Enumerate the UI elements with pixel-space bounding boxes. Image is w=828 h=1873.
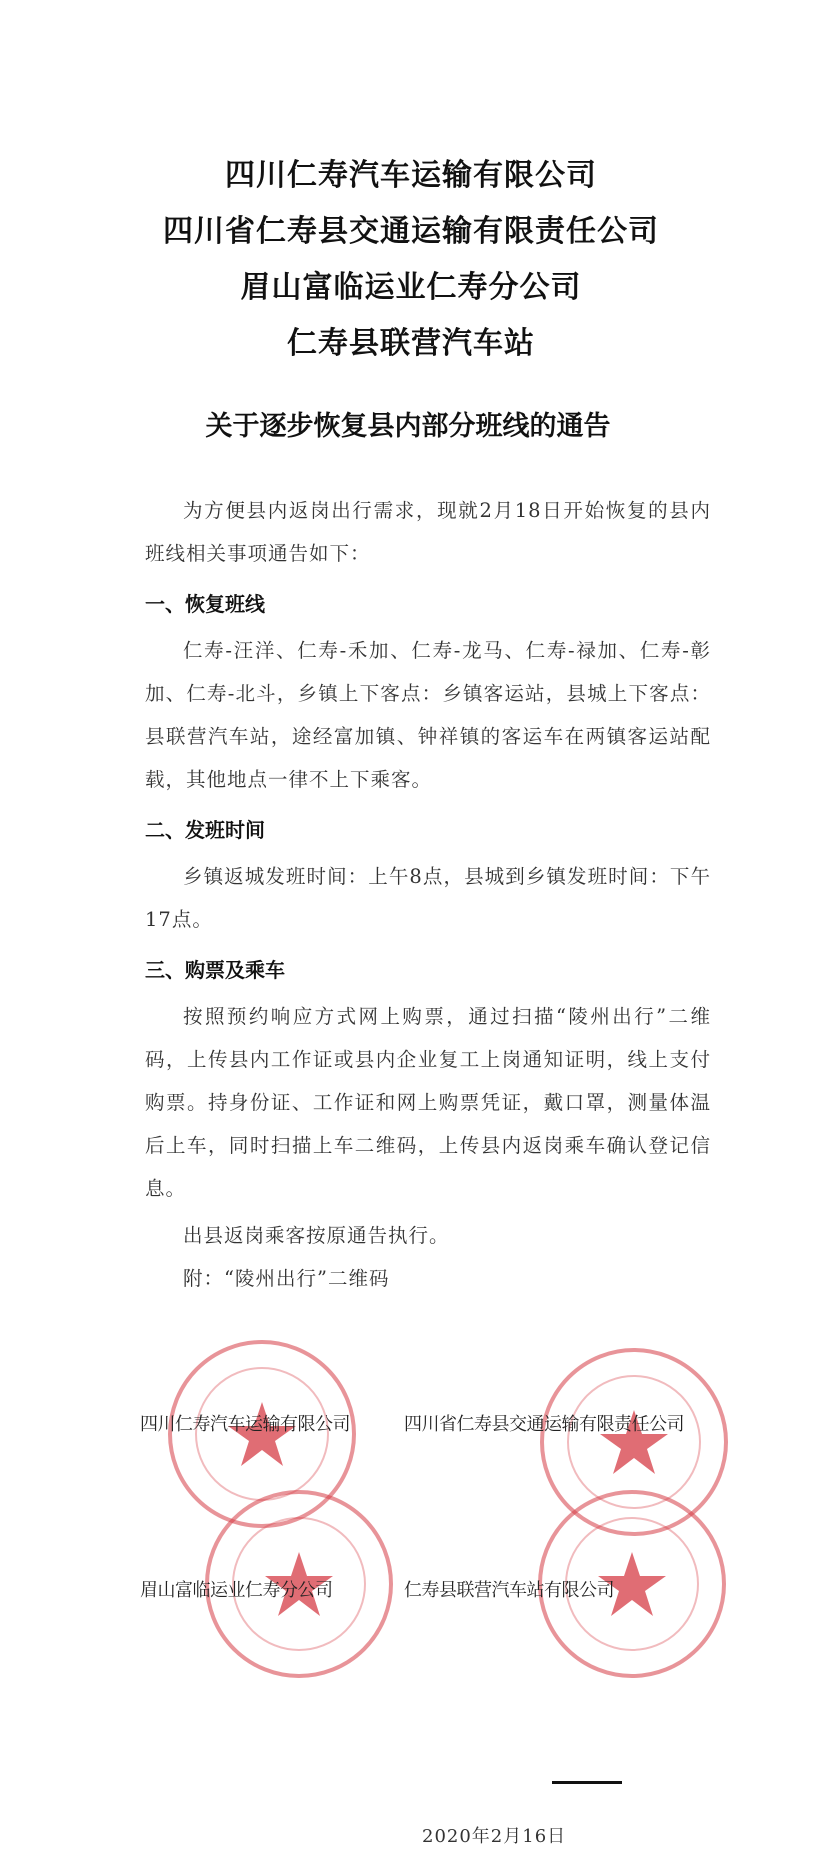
issuer-name: 四川省仁寿县交通运输有限责任公司 [163,214,659,249]
signature-company: 四川省仁寿县交通运输有限责任公司 [404,1414,684,1435]
signature-company: 仁寿县联营汽车站有限公司 [404,1580,614,1601]
section-heading: 一、恢复班线 [145,592,265,616]
signature-area [0,1340,828,1670]
section-text: 仁寿-汪洋、仁寿-禾加、仁寿-龙马、仁寿-禄加、仁寿-彰加、仁寿-北斗，乡镇上下客点：乡镇客运站，县城上下客点：县联营汽车站，途经富加镇、钟祥镇的客运车在两镇客运站配载，其他地点一律不上下乘客。 [145,639,711,791]
notice-title: 关于逐步恢复县内部分班线的通告 [205,411,611,442]
attachment-note: 附：“陵州出行”二维码 [183,1267,390,1290]
signature-rule [552,1781,622,1784]
issuer-list [0,148,828,372]
closing-paragraph: 出县返岗乘客按原通告执行。 [183,1224,450,1247]
signature-company: 四川仁寿汽车运输有限公司 [140,1414,350,1435]
issuer-name: 四川仁寿汽车运输有限公司 [225,158,597,193]
notice-body [145,489,711,1300]
section-text: 乡镇返城发班时间：上午8点，县城到乡镇发班时间：下午17点。 [145,865,711,931]
signature-company: 眉山富临运业仁寿分公司 [140,1580,333,1601]
section-heading: 三、购票及乘车 [145,958,285,982]
intro-paragraph: 为方便县内返岗出行需求，现就2月18日开始恢复的县内班线相关事项通告如下： [145,499,711,565]
section-heading: 二、发班时间 [145,818,265,842]
notice-date: 2020年2月16日 [422,1826,567,1847]
section-text: 按照预约响应方式网上购票，通过扫描“陵州出行”二维码，上传县内工作证或县内企业复工上岗通知证明，线上支付购票。持身份证、工作证和网上购票凭证，戴口罩，测量体温后上车，同时扫描上车二维码，上传县内返岗乘车确认登记信息。 [145,1005,711,1200]
issuer-name: 眉山富临运业仁寿分公司 [240,270,582,305]
issuer-name: 仁寿县联营汽车站 [287,326,535,361]
